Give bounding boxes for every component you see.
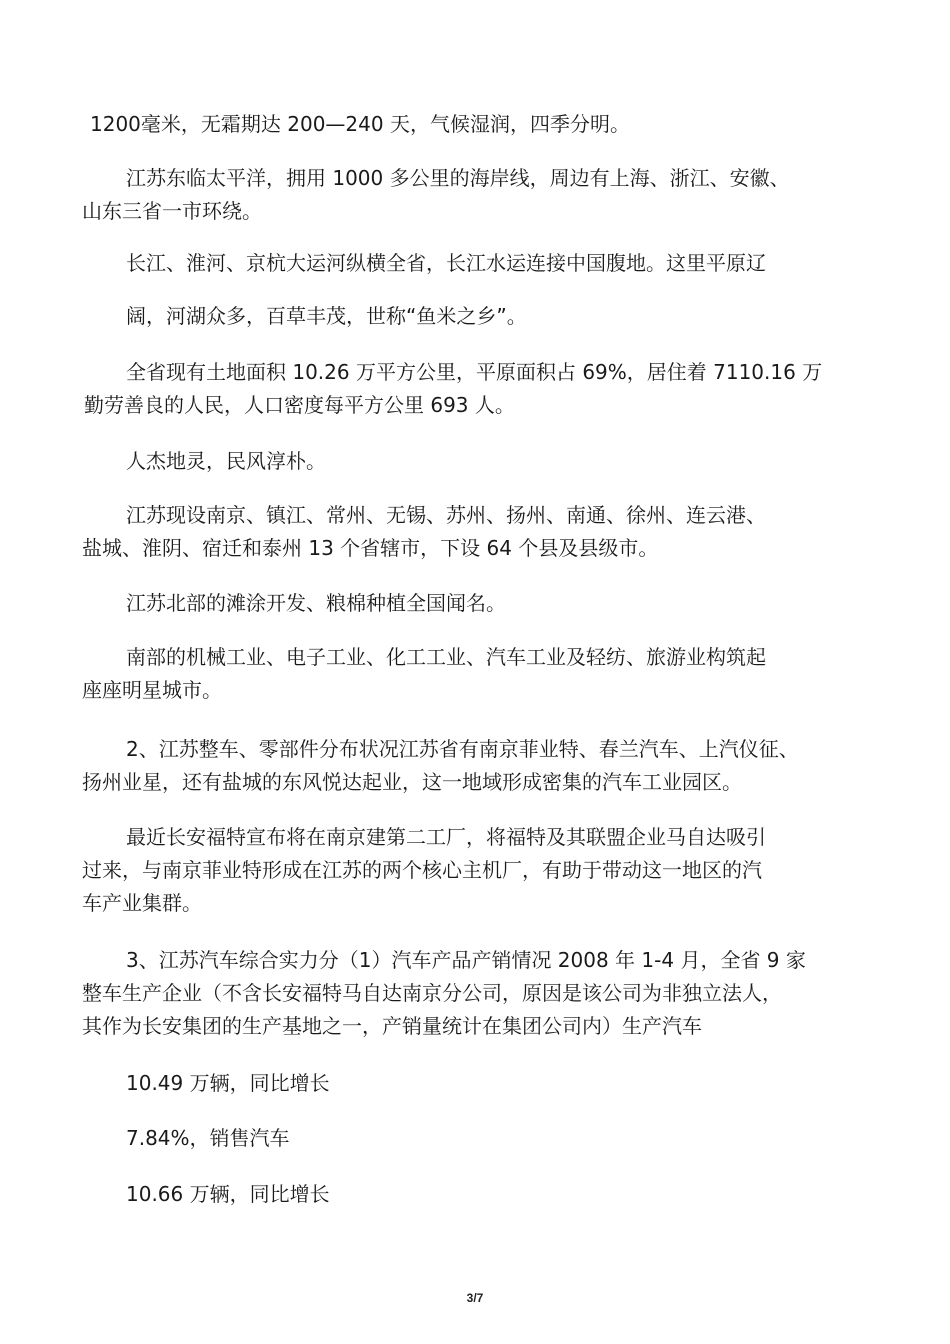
text-line: 3、江苏汽车综合实力分（1）汽车产品产销情况 2008 年 1-4 月，全省 9 家 (126, 948, 806, 972)
text-line: 扬州业星，还有盐城的东风悦达起业，这一地域形成密集的汽车工业园区。 (82, 770, 742, 794)
text-line: 车产业集群。 (82, 891, 202, 915)
text-line: 7.84%，销售汽车 (126, 1126, 290, 1150)
text-line: 江苏北部的滩涂开发、粮棉种植全国闻名。 (126, 591, 506, 615)
text-line: 全省现有土地面积 10.26 万平方公里，平原面积占 69%，居住着 7110.16 万 (126, 360, 823, 384)
text-line: 江苏现设南京、镇江、常州、无锡、苏州、扬州、南通、徐州、连云港、 (126, 503, 766, 527)
text-line: 人杰地灵，民风淳朴。 (126, 449, 326, 473)
paragraph-production (82, 944, 857, 1043)
paragraph-stat-production (82, 1067, 857, 1100)
text-line: 长江、淮河、京杭大运河纵横全省，长江水运连接中国腹地。这里平原辽 (126, 251, 766, 275)
paragraph-rivers (82, 247, 857, 280)
paragraph-coastline (82, 162, 857, 228)
paragraph-automakers (82, 733, 857, 799)
paragraph-cities (82, 499, 857, 565)
paragraph-stat-sales (82, 1178, 857, 1211)
paragraph-fish-rice (82, 300, 857, 333)
text-line: 最近长安福特宣布将在南京建第二工厂，将福特及其联盟企业马自达吸引 (126, 825, 766, 849)
text-line: 2、江苏整车、零部件分布状况江苏省有南京菲业特、春兰汽车、上汽仪征、 (126, 737, 799, 761)
text-line: 座座明星城市。 (82, 678, 222, 702)
text-line: 盐城、淮阴、宿迁和泰州 13 个省辖市，下设 64 个县及县级市。 (82, 536, 659, 560)
text-line: 勤劳善良的人民，人口密度每平方公里 693 人。 (84, 393, 515, 417)
paragraph-people (82, 445, 857, 478)
text-line: 10.49 万辆，同比增长 (126, 1071, 330, 1095)
text-line: 其作为长安集团的生产基地之一，产销量统计在集团公司内）生产汽车 (82, 1014, 702, 1038)
paragraph-stat-growth (82, 1122, 857, 1155)
paragraph-south (82, 641, 857, 707)
paragraph-climate (82, 108, 857, 141)
paragraph-north (82, 587, 857, 620)
text-line: 阔，河湖众多，百草丰茂，世称“鱼米之乡”。 (126, 304, 527, 328)
text-line: 整车生产企业（不含长安福特马自达南京分公司，原因是该公司为非独立法人， (82, 981, 782, 1005)
text-line: 1200毫米，无霜期达 200—240 天，气候湿润，四季分明。 (90, 112, 630, 136)
text-line: 江苏东临太平洋，拥用 1000 多公里的海岸线，周边有上海、浙江、安徽、 (126, 166, 790, 190)
text-line: 南部的机械工业、电子工业、化工工业、汽车工业及轻纺、旅游业构筑起 (126, 645, 766, 669)
paragraph-ford (82, 821, 857, 920)
paragraph-land-area (82, 356, 857, 422)
text-line: 过来，与南京菲业特形成在江苏的两个核心主机厂，有助于带动这一地区的汽 (82, 858, 762, 882)
page-number: 3/7 (466, 1291, 484, 1305)
text-line: 山东三省一市环绕。 (82, 199, 262, 223)
text-line: 10.66 万辆，同比增长 (126, 1182, 330, 1206)
